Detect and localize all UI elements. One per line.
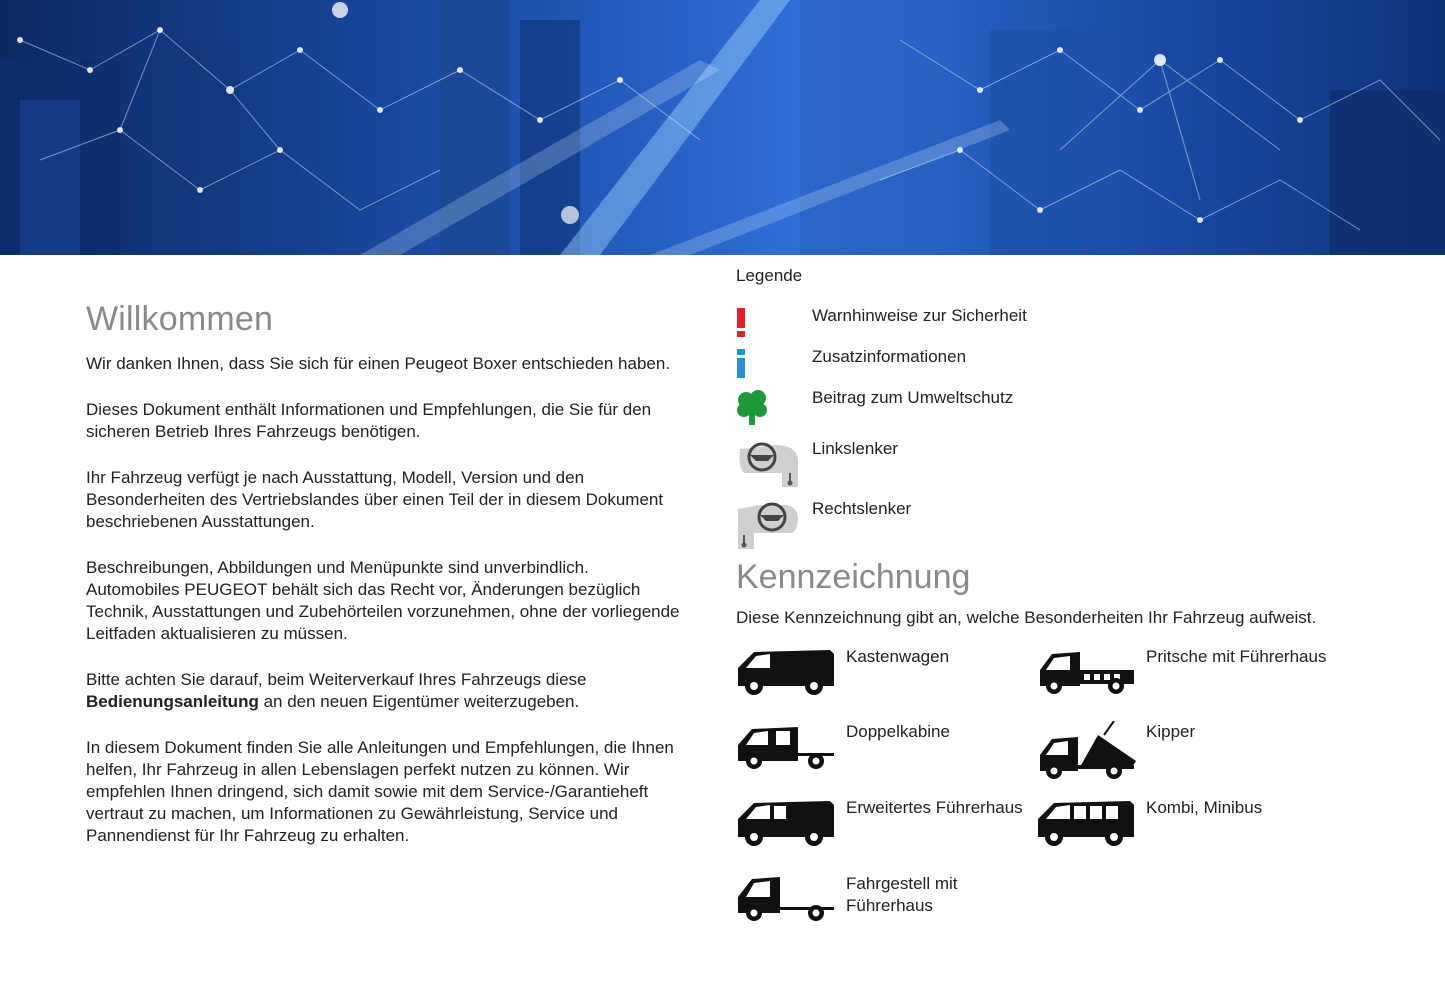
welcome-section: [86, 300, 686, 871]
info-icon: [736, 347, 748, 384]
welcome-paragraph-1: Wir danken Ihnen, dass Sie sich für einen Peugeot Boxer entschieden haben.: [86, 354, 671, 373]
vehicle-chassis-cab: [736, 873, 1036, 943]
legend-item-left-hand-drive: [736, 439, 1416, 479]
vehicle-minibus: [1036, 797, 1336, 867]
paragraph-5-text-before: Bitte achten Sie darauf, beim Weiterverkauf Ihres Fahrzeugs diese: [86, 670, 587, 689]
welcome-paragraph-4: Beschreibungen, Abbildungen und Menüpunkte sind unverbindlich. Automobiles PEUGEOT behält sich das Recht vor, Änderungen bezüglich Technik, Ausstattungen und Zubehörteilen vorzunehmen, ohne der vorliegende Leitfaden aktualisieren zu müssen.: [86, 558, 680, 643]
panel-van-icon: [736, 646, 836, 696]
legend-label-right-hand-drive: Rechtslenker: [812, 499, 912, 518]
welcome-paragraph-6: In diesem Dokument finden Sie alle Anleitungen und Empfehlungen, die Ihnen helfen, Ihr Fahrzeug in allen Lebenslagen perfekt nutzen zu können. Wir empfehlen Ihnen dringend, sich damit sowie mit dem Service-/Garantieheft vertraut zu machen, um Informationen zu Gewährleistung, Service und Pannendienst für Ihr Fahrzeug zu erhalten.: [86, 738, 674, 845]
vehicle-label-extended-cab: Erweitertes Führerhaus: [846, 798, 1023, 817]
vehicle-label-chassis-cab: Fahrgestell mit Führerhaus: [846, 874, 958, 915]
legend-label-info: Zusatzinformationen: [812, 347, 967, 366]
legend-section: [736, 266, 1416, 915]
legend-label-environment: Beitrag zum Umweltschutz: [812, 388, 1014, 407]
legend-label-warning: Warnhinweise zur Sicherheit: [812, 306, 1027, 325]
legend-heading: Legende: [736, 266, 803, 285]
vehicle-panel-van: [736, 646, 1036, 716]
dropside-truck-icon: [1036, 646, 1136, 696]
vehicle-label-panel-van: Kastenwagen: [846, 647, 950, 666]
left-hand-drive-icon: [736, 439, 800, 494]
legend-item-info: [736, 347, 1416, 387]
minibus-icon: [1036, 797, 1136, 847]
vehicle-tipper: [1036, 721, 1336, 791]
warning-exclamation-icon: [736, 306, 748, 343]
legend-item-right-hand-drive: [736, 499, 1416, 539]
double-cab-icon: [736, 721, 836, 771]
tipper-truck-icon: [1036, 721, 1136, 781]
vehicle-label-dropside-truck: Pritsche mit Führerhaus: [1146, 647, 1327, 666]
kennzeichnung-description: Diese Kennzeichnung gibt an, welche Besonderheiten Ihr Fahrzeug aufweist.: [736, 608, 1317, 627]
vehicle-label-tipper: Kipper: [1146, 722, 1196, 741]
legend-item-warning: [736, 306, 1416, 346]
legend-item-environment: [736, 388, 1416, 428]
vehicle-dropside-truck: [1036, 646, 1336, 716]
welcome-title: Willkommen: [86, 300, 274, 338]
vehicle-label-double-cab: Doppelkabine: [846, 722, 950, 741]
extended-cab-icon: [736, 797, 836, 847]
paragraph-5-bold-text: Bedienungsanleitung: [86, 692, 259, 711]
vehicle-label-minibus: Kombi, Minibus: [1146, 798, 1263, 817]
welcome-paragraph-5: [86, 669, 686, 713]
vehicle-extended-cab: [736, 797, 1036, 867]
legend-label-left-hand-drive: Linkslenker: [812, 439, 898, 458]
kennzeichnung-title: Kennzeichnung: [736, 558, 971, 596]
paragraph-5-text-after: an den neuen Eigentümer weiterzugeben.: [258, 692, 580, 711]
chassis-cab-icon: [736, 873, 836, 923]
vehicle-double-cab: [736, 721, 1036, 791]
welcome-paragraph-3: Ihr Fahrzeug verfügt je nach Ausstattung, Modell, Version und den Besonderheiten des Vertriebslandes über einen Teil der in diesem Dokument beschriebenen Ausstattungen.: [86, 468, 664, 531]
welcome-paragraph-2: Dieses Dokument enthält Informationen und Empfehlungen, die Sie für den sicheren Betrieb Ihres Fahrzeugs benötigen.: [86, 400, 652, 441]
tree-icon: [736, 388, 770, 431]
right-hand-drive-icon: [736, 499, 800, 556]
header-banner-image: [0, 0, 1445, 255]
